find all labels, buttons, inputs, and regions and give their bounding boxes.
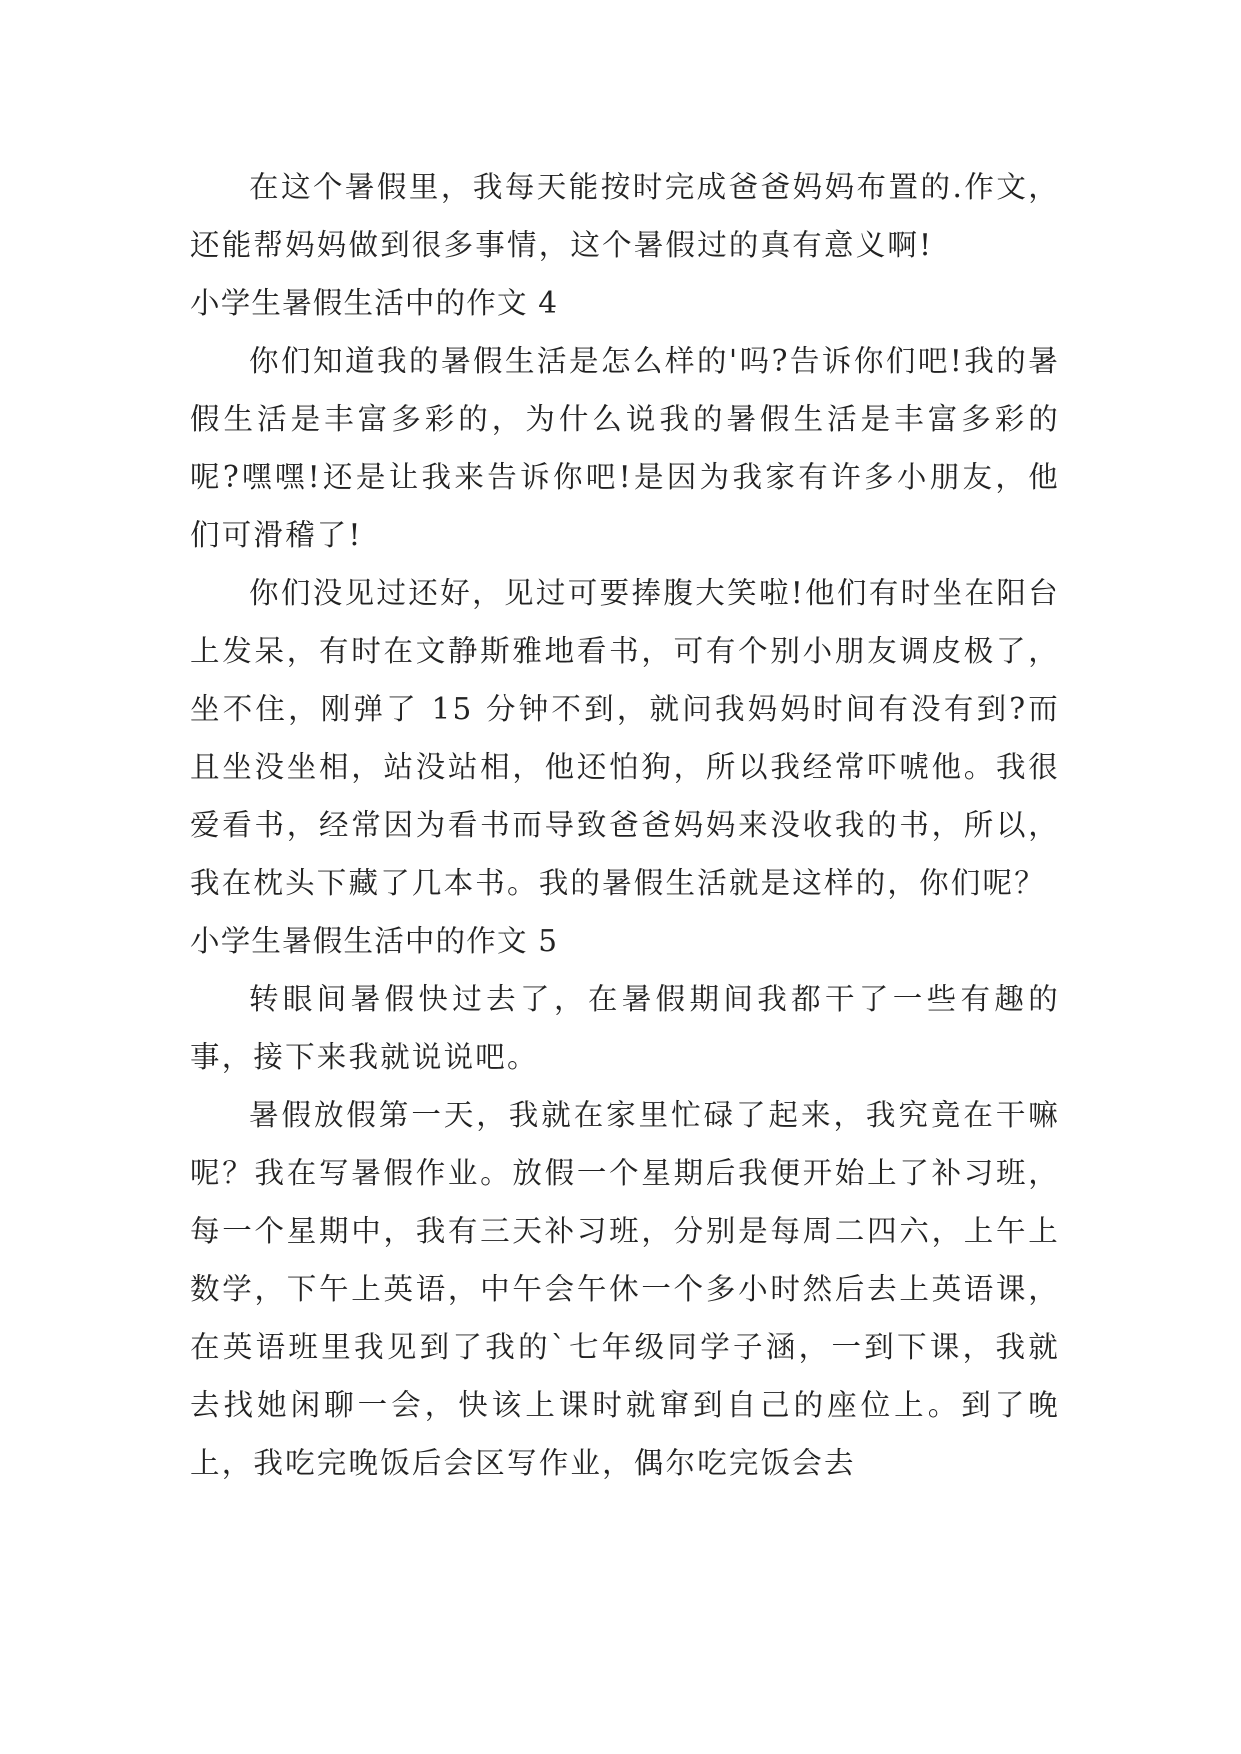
paragraph: 你们没见过还好，见过可要捧腹大笑啦!他们有时坐在阳台上发呆，有时在文静斯雅地看书，可有个别小朋友调皮极了，坐不住，刚弹了 15 分钟不到，就问我妈妈时间有没有到?而且坐没坐相，站没站相，他还怕狗，所以我经常吓唬他。我很爱看书，经常因为看书而导致爸爸妈妈来没收我的书，所以，我在枕头下藏了几本书。我的暑假生活就是这样的，你们呢？ xyxy=(190,576,1060,900)
section-heading: 小学生暑假生活中的作文 4 xyxy=(190,286,559,320)
paragraph: 在这个暑假里，我每天能按时完成爸爸妈妈布置的.作文，还能帮妈妈做到很多事情，这个暑假过的真有意义啊! xyxy=(190,170,1060,262)
paragraph: 转眼间暑假快过去了，在暑假期间我都干了一些有趣的事，接下来我就说说吧。 xyxy=(190,982,1060,1074)
section-heading: 小学生暑假生活中的作文 5 xyxy=(190,924,559,958)
paragraph: 你们知道我的暑假生活是怎么样的'吗?告诉你们吧!我的暑假生活是丰富多彩的，为什么说我的暑假生活是丰富多彩的呢?嘿嘿!还是让我来告诉你吧!是因为我家有许多小朋友，他们可滑稽了! xyxy=(190,344,1060,552)
paragraph: 暑假放假第一天，我就在家里忙碌了起来，我究竟在干嘛呢？我在写暑假作业。放假一个星期后我便开始上了补习班，每一个星期中，我有三天补习班，分别是每周二四六，上午上数学，下午上英语，中午会午休一个多小时然后去上英语课，在英语班里我见到了我的`七年级同学子涵，一到下课，我就去找她闲聊一会，快该上课时就窜到自己的座位上。到了晚上，我吃完晚饭后会区写作业，偶尔吃完饭会去 xyxy=(190,1098,1060,1480)
document-body xyxy=(190,158,1060,1492)
